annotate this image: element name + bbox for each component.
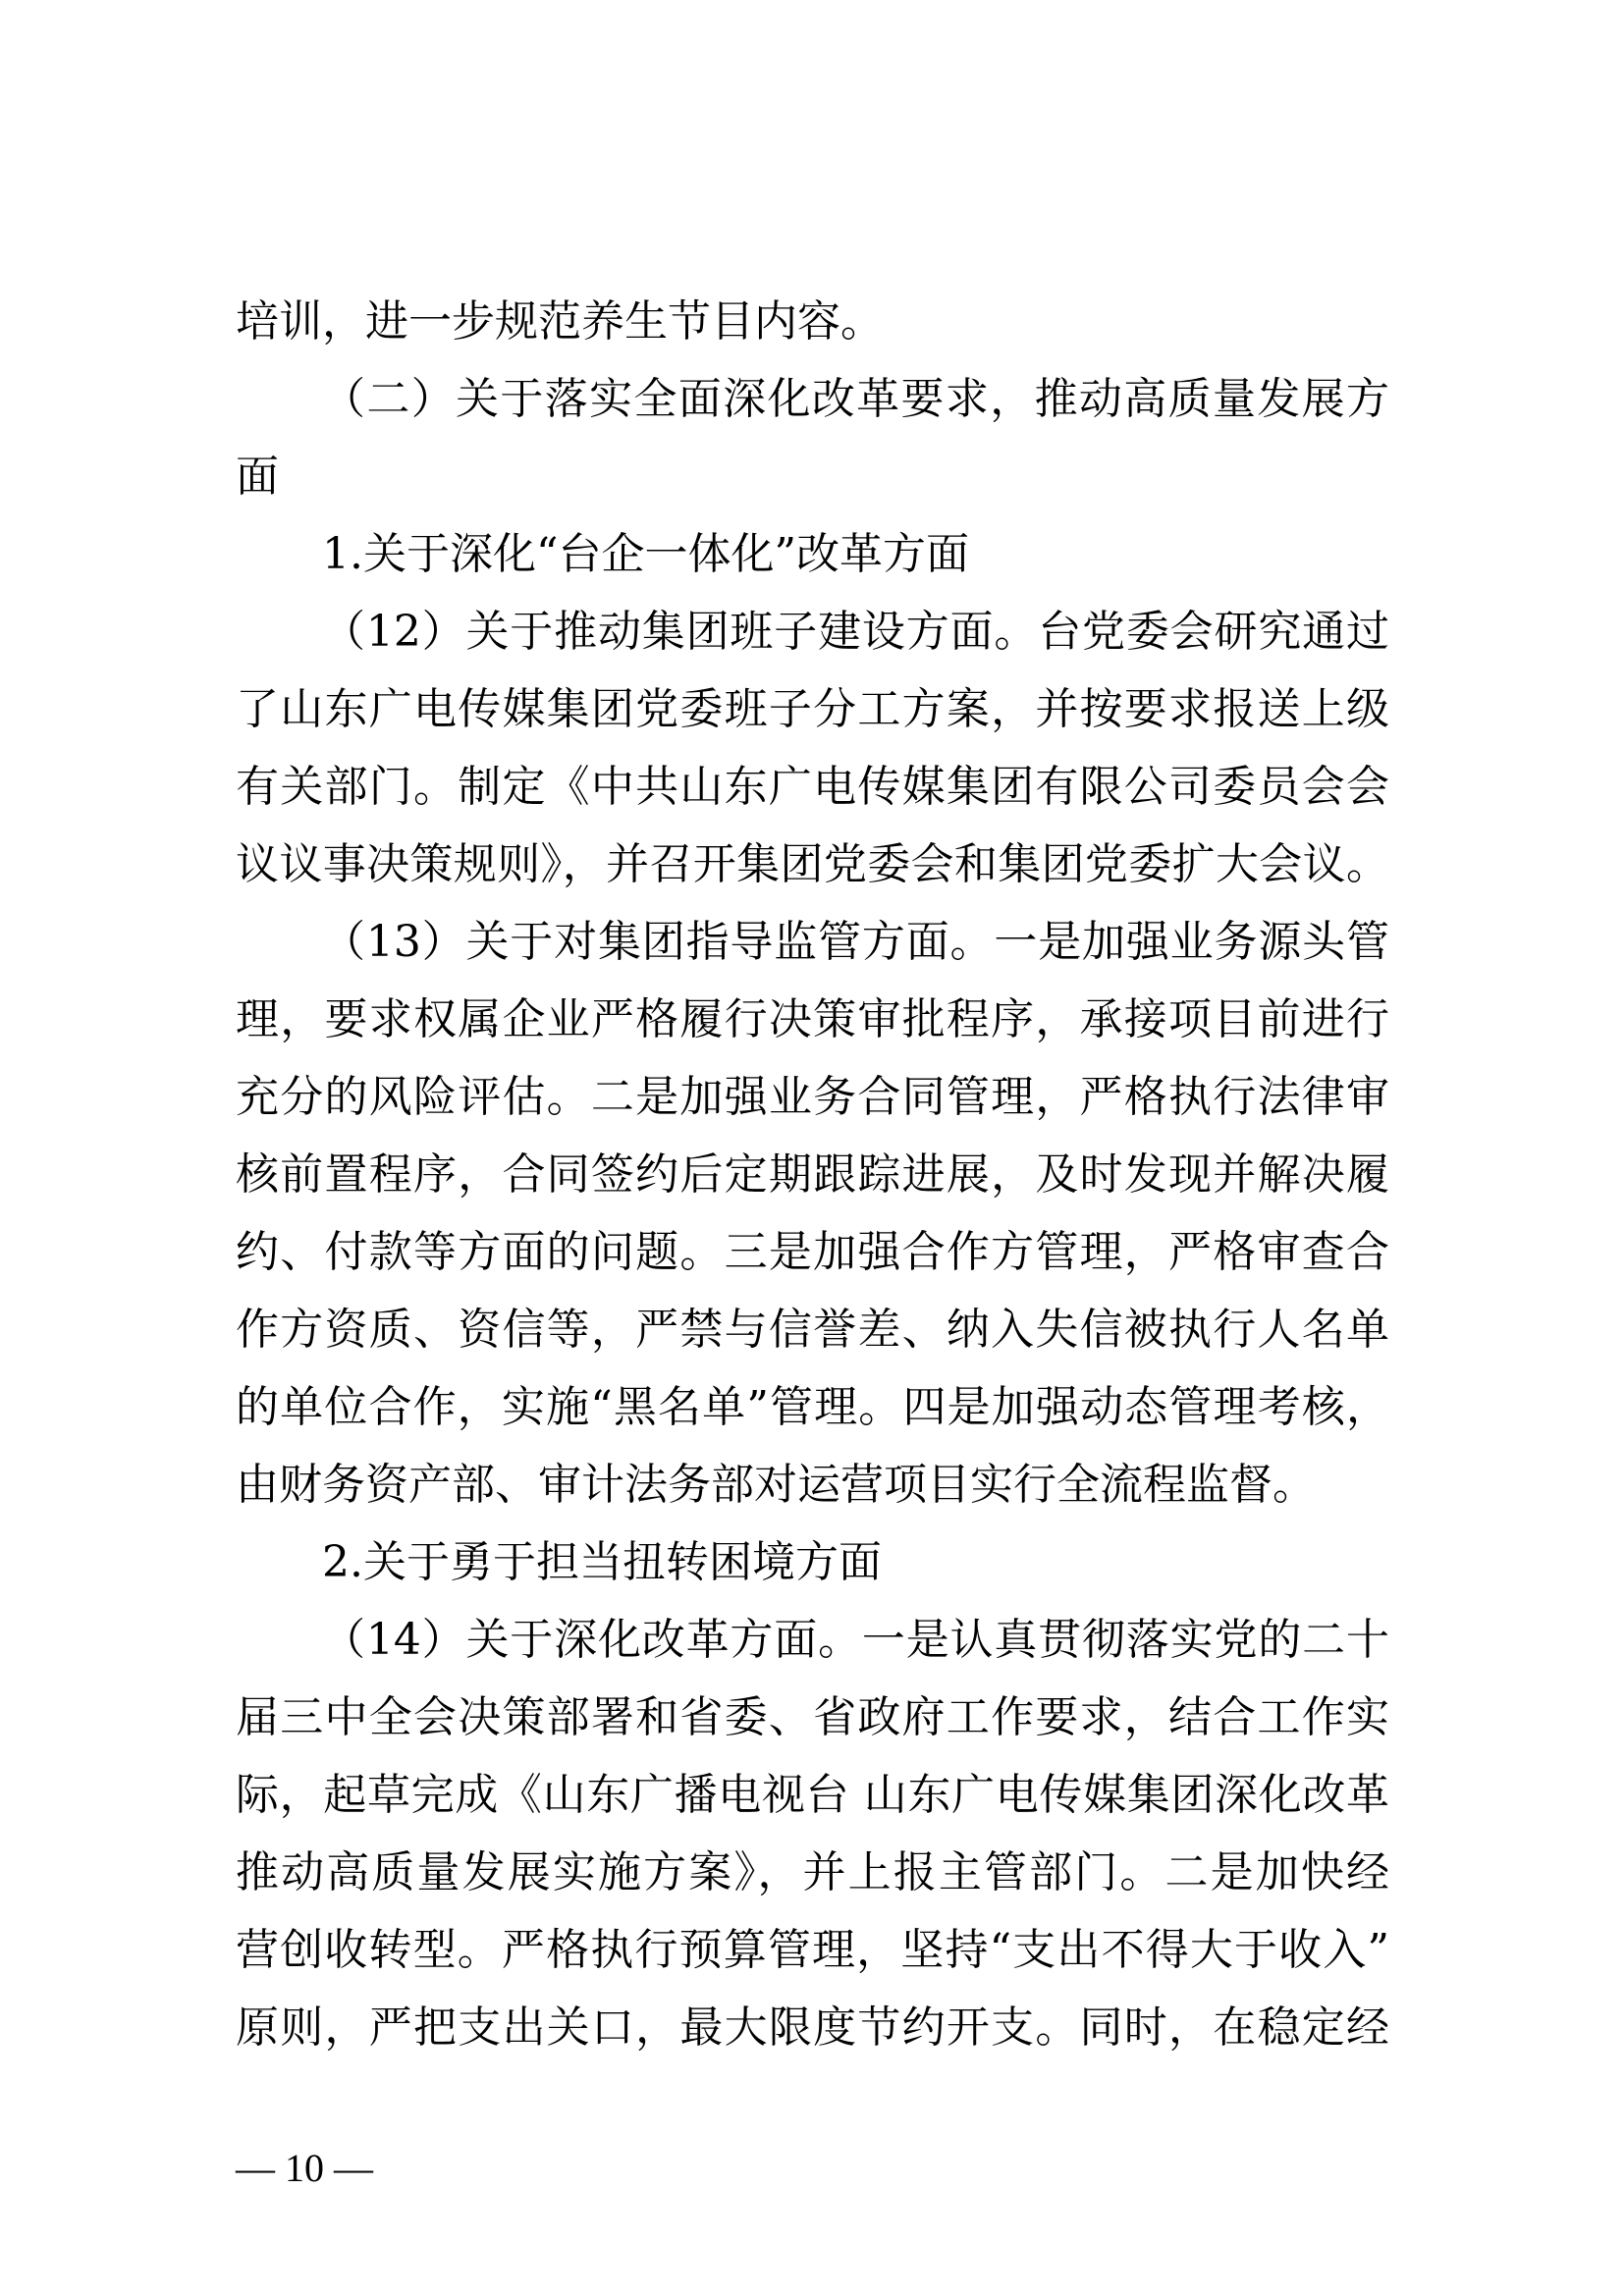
text-line: 了山东广电传媒集团党委班子分工方案，并按要求报送上级	[236, 684, 1389, 734]
text-line: 培训，进一步规范养生节目内容。	[236, 296, 884, 347]
text-line: 核前置程序，合同签约后定期跟踪进展，及时发现并解决履	[236, 1149, 1389, 1200]
page-number: — 10 —	[236, 2146, 373, 2190]
section-heading-continued: 面	[236, 452, 279, 502]
text-line: 理，要求权属企业严格履行决策审批程序，承接项目前进行	[236, 994, 1389, 1044]
text-line: 由财务资产部、审计法务部对运营项目实行全流程监督。	[236, 1460, 1316, 1510]
text-line: 营创收转型。严格执行预算管理，坚持“支出不得大于收入”	[236, 1925, 1389, 1975]
subsection-heading: 1.关于深化“台企一体化”改革方面	[322, 529, 969, 579]
text-line: 约、付款等方面的问题。三是加强合作方管理，严格审查合	[236, 1227, 1389, 1277]
subsection-heading: 2.关于勇于担当扭转困境方面	[322, 1537, 882, 1587]
text-line: 原则，严把支出关口，最大限度节约开支。同时，在稳定经	[236, 2002, 1389, 2053]
paragraph-14-start: （14）关于深化改革方面。一是认真贯彻落实党的二十	[322, 1615, 1389, 1665]
text-line: 的单位合作，实施“黑名单”管理。四是加强动态管理考核，	[236, 1382, 1389, 1432]
paragraph-13-start: （13）关于对集团指导监管方面。一是加强业务源头管	[322, 917, 1389, 967]
text-line: 充分的风险评估。二是加强业务合同管理，严格执行法律审	[236, 1072, 1389, 1122]
text-line: 有关部门。制定《中共山东广电传媒集团有限公司委员会会	[236, 762, 1389, 812]
text-line: 际，起草完成《山东广播电视台 山东广电传媒集团深化改革	[236, 1770, 1389, 1820]
text-line: 届三中全会决策部署和省委、省政府工作要求，结合工作实	[236, 1692, 1389, 1742]
paragraph-12-start: （12）关于推动集团班子建设方面。台党委会研究通过	[322, 607, 1389, 657]
text-line: 推动高质量发展实施方案》，并上报主管部门。二是加快经	[236, 1847, 1389, 1897]
text-line: 作方资质、资信等，严禁与信誉差、纳入失信被执行人名单	[236, 1305, 1389, 1355]
text-line: 议议事决策规则》，并召开集团党委会和集团党委扩大会议。	[236, 839, 1389, 889]
section-heading: （二）关于落实全面深化改革要求，推动高质量发展方	[322, 374, 1389, 424]
